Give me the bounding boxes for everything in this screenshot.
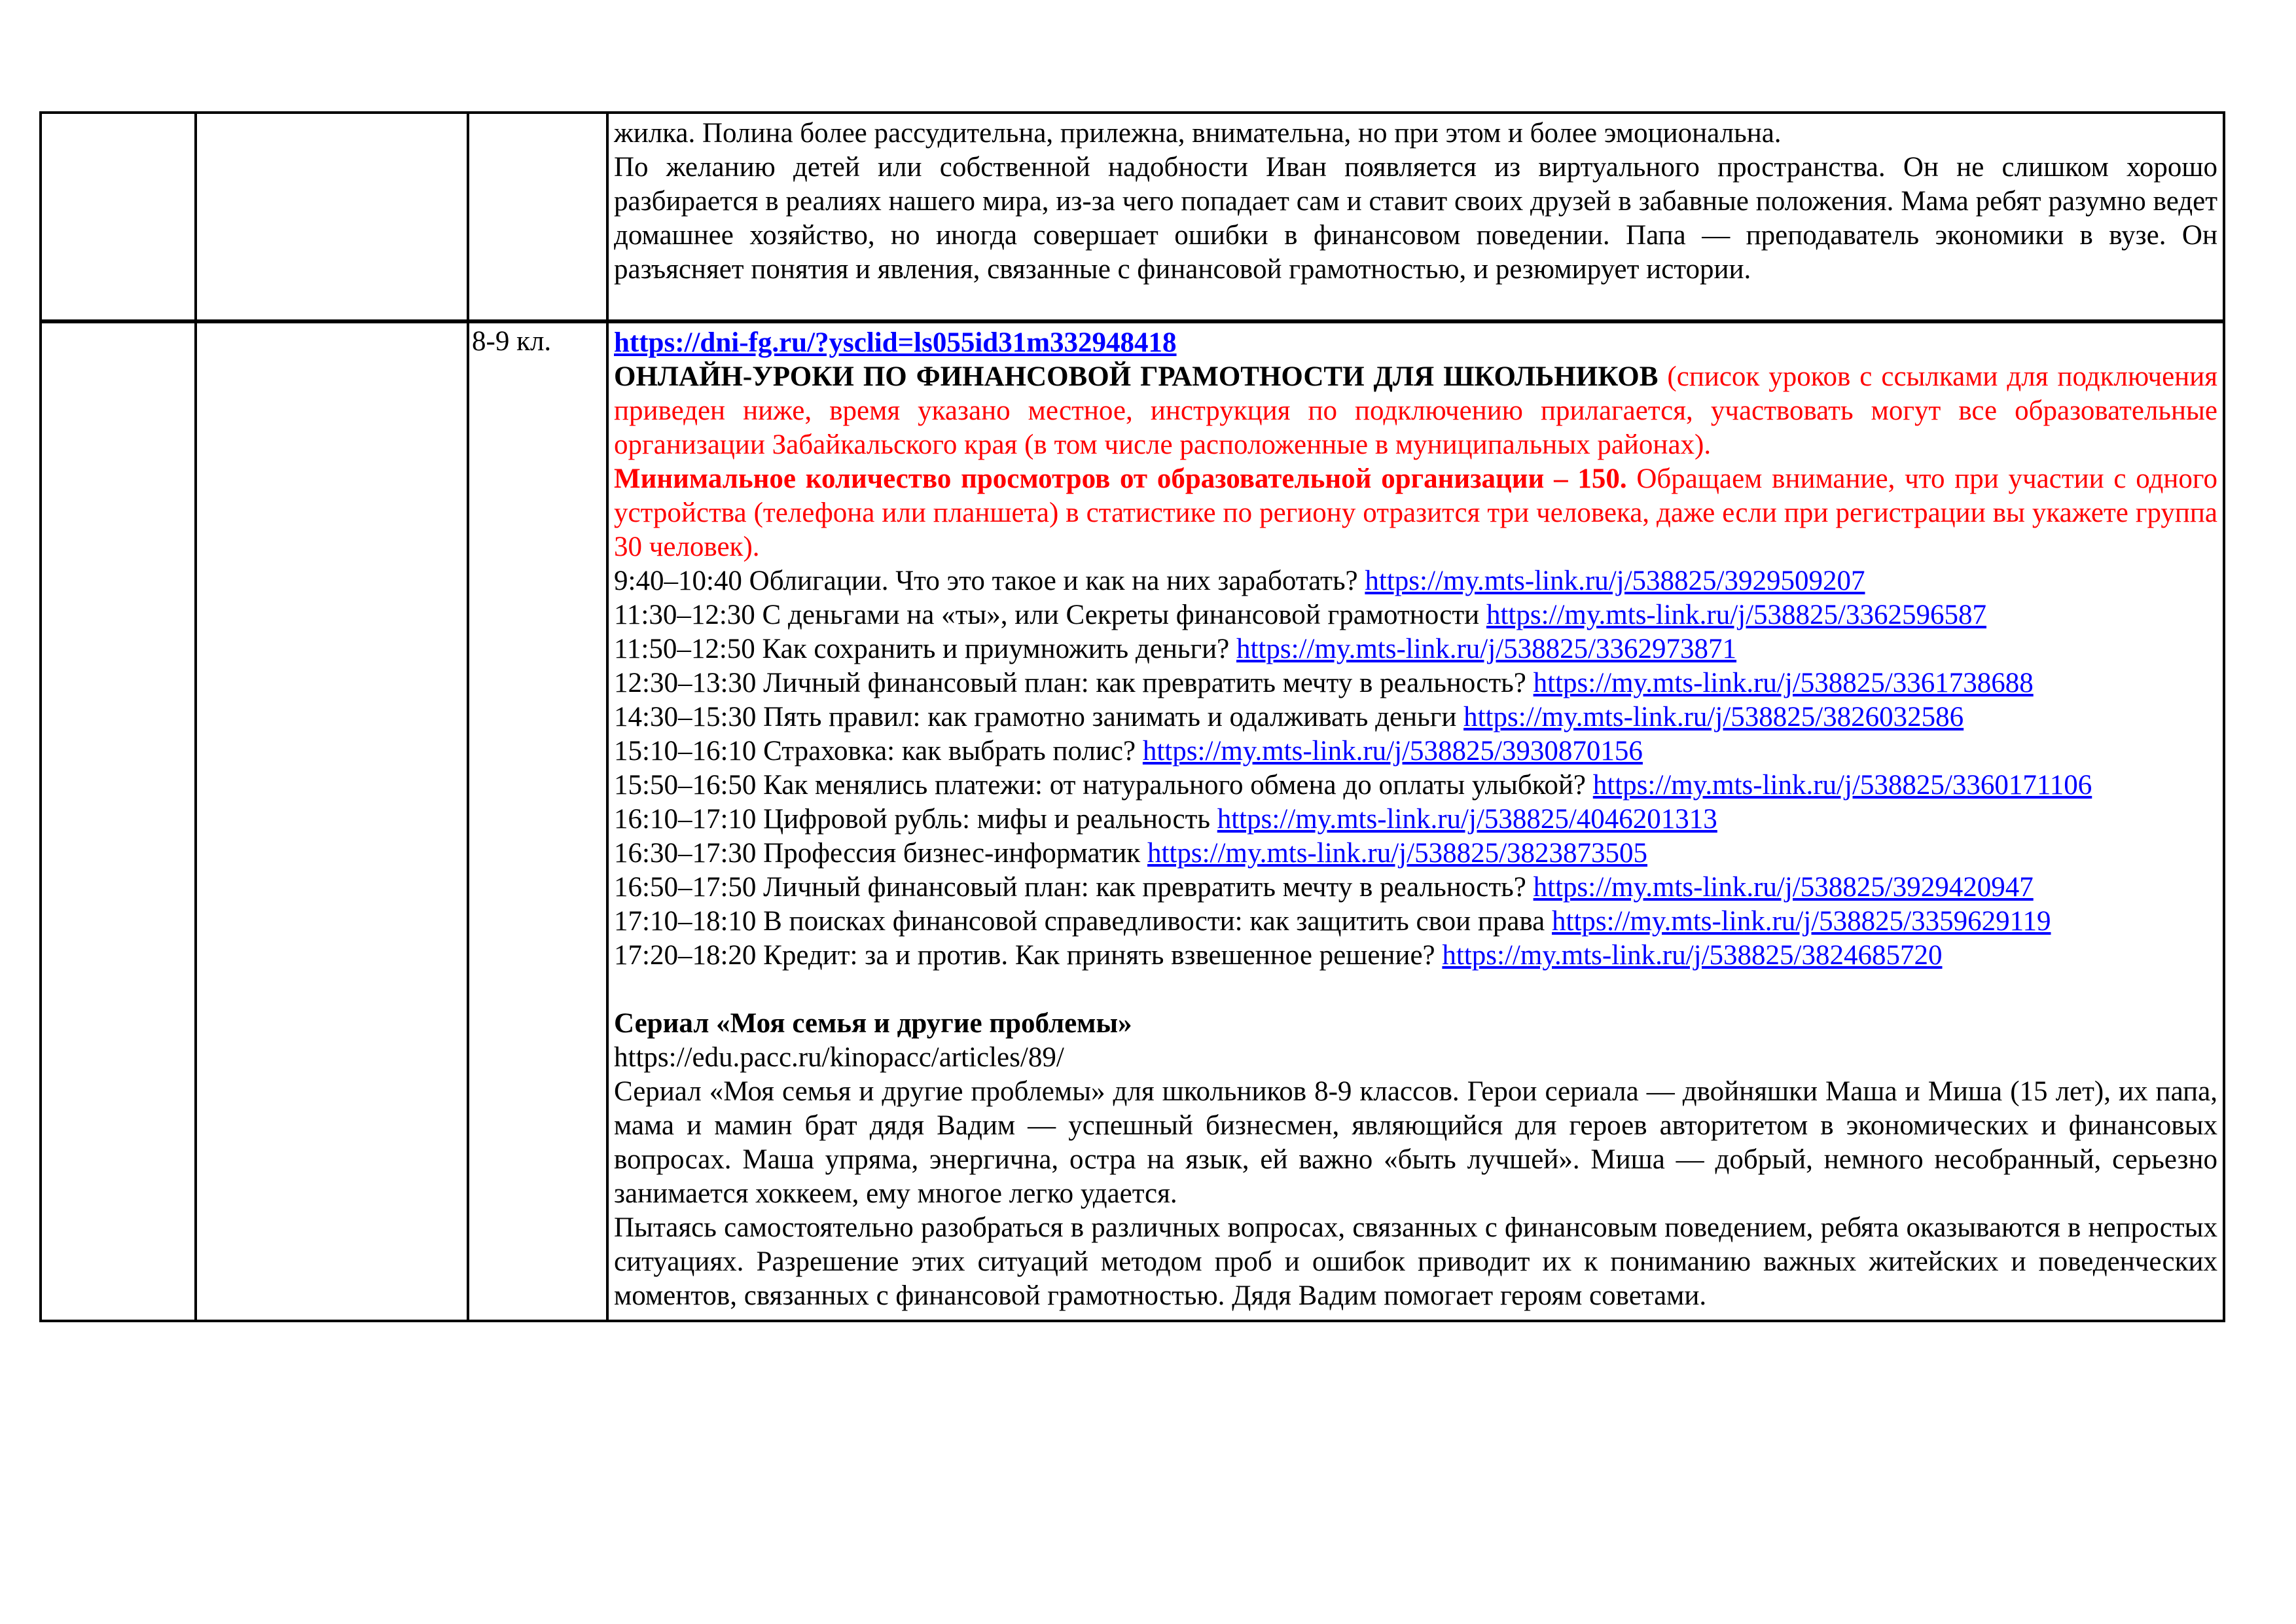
serial-paragraph: Пытаясь самостоятельно разобраться в различных вопросах, связанных с финансовым поведением, ребята оказываются в непростых ситуациях. Разрешение этих ситуаций методом проб и ошибок приводит их к пониманию важных житейских и поведенческих моментов, связанных с финансовой грамотностью. Дядя Вадим помогает героям советами. bbox=[614, 1212, 2217, 1311]
row1-cell-grade-empty bbox=[469, 114, 609, 319]
lesson-title: 15:10–16:10 Страховка: как выбрать полис? bbox=[614, 736, 1143, 767]
lesson-link[interactable]: https://my.mts-link.ru/j/538825/3360171106 bbox=[1592, 770, 2092, 801]
lesson-item bbox=[614, 905, 2217, 939]
lesson-item bbox=[614, 768, 2217, 803]
table-row-2 bbox=[42, 323, 2223, 1320]
lesson-item bbox=[614, 564, 2217, 598]
table-row-1 bbox=[42, 114, 2223, 323]
lesson-title: 11:30–12:30 С деньгами на «ты», или Секреты финансовой грамотности bbox=[614, 600, 1486, 630]
lesson-title: 14:30–15:30 Пять правил: как грамотно занимать и одалживать деньги bbox=[614, 702, 1464, 732]
serial-heading: Сериал «Моя семья и другие проблемы» bbox=[614, 1008, 1132, 1039]
lesson-title: 9:40–10:40 Облигации. Что это такое и как на них заработать? bbox=[614, 566, 1365, 596]
lesson-title: 11:50–12:50 Как сохранить и приумножить деньги? bbox=[614, 634, 1236, 664]
notice-paragraph bbox=[614, 462, 2217, 564]
lesson-title: 16:10–17:10 Цифровой рубль: мифы и реальность bbox=[614, 804, 1217, 835]
lesson-link[interactable]: https://my.mts-link.ru/j/538825/3362973871 bbox=[1236, 634, 1737, 664]
lesson-link[interactable]: https://my.mts-link.ru/j/538825/3826032586 bbox=[1463, 702, 1964, 732]
lesson-item bbox=[614, 939, 2217, 973]
header-title-text: ОНЛАЙН-УРОКИ ПО ФИНАНСОВОЙ ГРАМОТНОСТИ ДЛЯ ШКОЛЬНИКОВ bbox=[614, 361, 1659, 392]
description-paragraph: жилка. Полина более рассудительна, прилежна, внимательна, но при этом и более эмоциональна. bbox=[614, 118, 1782, 149]
row1-cell-empty-2 bbox=[197, 114, 469, 319]
blank-line bbox=[614, 973, 2217, 1007]
lesson-item bbox=[614, 734, 2217, 768]
lesson-item bbox=[614, 632, 2217, 666]
lesson-title: 15:50–16:50 Как менялись платежи: от натурального обмена до оплаты улыбкой? bbox=[614, 770, 1593, 801]
row2-cell-empty-2 bbox=[197, 323, 469, 1320]
lesson-link[interactable]: https://my.mts-link.ru/j/538825/3361738688 bbox=[1533, 668, 2034, 698]
lesson-link[interactable]: https://my.mts-link.ru/j/538825/3359629119 bbox=[1552, 906, 2051, 937]
row2-content-cell bbox=[609, 323, 2223, 1320]
lesson-title: 16:30–17:30 Профессия бизнес-информатик bbox=[614, 838, 1147, 869]
header-paragraph bbox=[614, 360, 2217, 462]
dni-fg-link[interactable]: https://dni-fg.ru/?ysclid=ls055id31m332948418 bbox=[614, 327, 1177, 358]
main-link-line bbox=[614, 326, 2217, 360]
row2-cell-empty-1 bbox=[42, 323, 197, 1320]
lesson-item bbox=[614, 803, 2217, 837]
lesson-title: 17:20–18:20 Кредит: за и против. Как принять взвешенное решение? bbox=[614, 940, 1443, 971]
grade-label: 8-9 кл. bbox=[472, 326, 552, 357]
schedule-table bbox=[39, 111, 2225, 1322]
row2-grade-cell bbox=[469, 323, 609, 1320]
lesson-item bbox=[614, 700, 2217, 734]
lesson-title: 16:50–17:50 Личный финансовый план: как превратить мечту в реальность? bbox=[614, 872, 1534, 903]
lesson-item bbox=[614, 871, 2217, 905]
lesson-link[interactable]: https://my.mts-link.ru/j/538825/3929509207 bbox=[1365, 566, 1865, 596]
lesson-item bbox=[614, 837, 2217, 871]
notice-red-text: Обращаем внимание, что при участии с одного устройства (телефона или планшета) в статистике по региону отразится три человека, даже если при регистрации вы укажете группа 30 человек). bbox=[614, 463, 2217, 562]
description-paragraph: По желанию детей или собственной надобности Иван появляется из виртуального пространства. Он не слишком хорошо разбирается в реалиях нашего мира, из-за чего попадает сам и ставит своих друзей в забавные положения. Мама ребят разумно ведет домашнее хозяйство, но иногда совершает ошибки в финансовом поведении. Папа — преподаватель экономики в вузе. Он разъясняет понятия и явления, связанные с финансовой грамотностью, и резюмирует истории. bbox=[614, 152, 2217, 285]
serial-paragraph: Сериал «Моя семья и другие проблемы» для школьников 8-9 классов. Герои сериала — двойняшки Маша и Миша (15 лет), их папа, мама и мамин брат дядя Вадим — успешный бизнесмен, являющийся для героев авторитетом в экономических и финансовых вопросах. Маша упряма, энергична, остра на язык, ей важно «быть лучшей». Миша — добрый, немного несобранный, серьезно занимается хоккеем, ему многое легко удается. bbox=[614, 1076, 2217, 1209]
row1-cell-empty-1 bbox=[42, 114, 197, 319]
header-note-red-text: (список уроков с ссылками для подключения приведен ниже, время указано местное, инструкция по подключению прилагается, участвовать могут все образовательные организации Забайкальского края (в том числе расположенные в муниципальных районах). bbox=[614, 361, 2217, 460]
lesson-item bbox=[614, 666, 2217, 700]
lesson-title: 12:30–13:30 Личный финансовый план: как превратить мечту в реальность? bbox=[614, 668, 1534, 698]
serial-url-text: https://edu.pacc.ru/kinopacc/articles/89/ bbox=[614, 1042, 1064, 1073]
lesson-link[interactable]: https://my.mts-link.ru/j/538825/4046201313 bbox=[1217, 804, 1717, 835]
lesson-link[interactable]: https://my.mts-link.ru/j/538825/3824685720 bbox=[1442, 940, 1943, 971]
lesson-title: 17:10–18:10 В поисках финансовой справедливости: как защитить свои права bbox=[614, 906, 1552, 937]
lesson-link[interactable]: https://my.mts-link.ru/j/538825/3929420947 bbox=[1533, 872, 2034, 903]
notice-bold-red-text: Минимальное количество просмотров от образовательной организации – 150. bbox=[614, 463, 1627, 494]
row1-description-cell bbox=[609, 114, 2223, 319]
lesson-link[interactable]: https://my.mts-link.ru/j/538825/3362596587 bbox=[1486, 600, 1987, 630]
lesson-link[interactable]: https://my.mts-link.ru/j/538825/3930870156 bbox=[1142, 736, 1643, 767]
lesson-link[interactable]: https://my.mts-link.ru/j/538825/3823873505 bbox=[1147, 838, 1648, 869]
lesson-item bbox=[614, 598, 2217, 632]
